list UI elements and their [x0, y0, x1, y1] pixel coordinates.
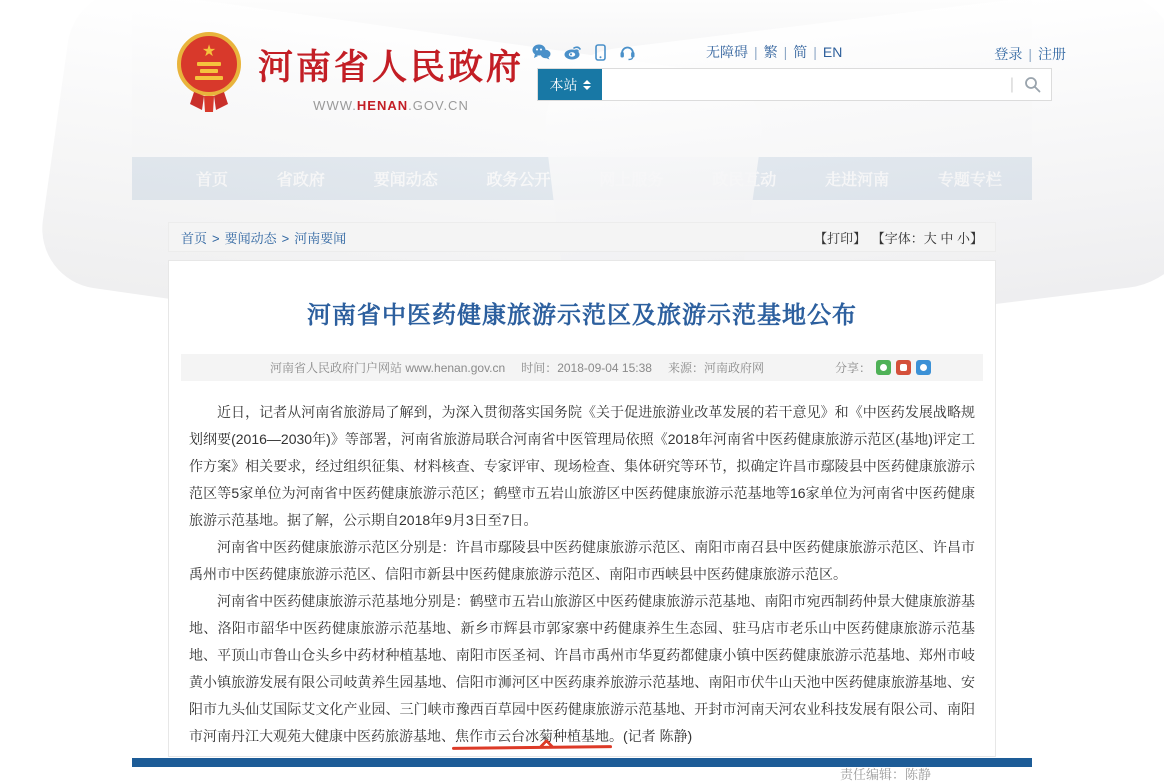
breadcrumb-separator: >: [281, 230, 290, 246]
separator: |: [783, 44, 788, 60]
footer-top-bar: [132, 758, 1032, 767]
article-meta-bar: [181, 354, 983, 381]
qzone-share-icon[interactable]: [916, 360, 931, 375]
article-title: 河南省中医药健康旅游示范区及旅游示范基地公布: [307, 302, 857, 329]
meta-source-site: 河南省人民政府门户网站 www.henan.gov.cn: [270, 361, 506, 375]
site-url-domain: HENAN: [356, 98, 409, 113]
register-link[interactable]: 注册: [1038, 46, 1066, 62]
site-url: [258, 98, 524, 113]
search-icon: [1024, 76, 1041, 93]
site-url-suffix: .GOV.CN: [408, 98, 469, 113]
paragraph-2: 河南省中医药健康旅游示范区分别是：许昌市鄢陵县中医药健康旅游示范区、南阳市南召县中医药健康旅游示范区、许昌市禹州市中医药健康旅游示范区、信阳市新县中医药健康旅游示范区、南阳市西峡县中医药健康旅游示范区。: [189, 539, 975, 582]
search-scope-label: 本站: [549, 76, 578, 93]
national-emblem-icon: [174, 30, 244, 116]
social-icon-row: [532, 44, 636, 61]
meta-time: 时间：2018-09-04 15:38: [521, 361, 652, 375]
paragraph-3-tail: 。(记者 陈静): [609, 728, 693, 744]
header-top-right: [532, 42, 1066, 93]
scope-dropdown-arrows-icon: [583, 80, 591, 90]
red-underline-annotation: 焦作市云台冰菊种植基地: [455, 728, 609, 744]
mobile-icon[interactable]: [595, 44, 606, 61]
search-divider: |: [1009, 75, 1014, 93]
english-link[interactable]: EN: [822, 44, 843, 60]
separator: |: [813, 44, 817, 60]
login-link[interactable]: 登录: [994, 46, 1023, 62]
search-bar: [537, 68, 1052, 101]
breadcrumb: [181, 228, 346, 247]
share-label: 分享：: [834, 361, 871, 375]
simplified-chinese-link[interactable]: 简: [793, 44, 808, 60]
breadcrumb-home[interactable]: 首页: [181, 230, 208, 246]
separator: |: [1028, 46, 1032, 62]
weibo-icon[interactable]: [564, 44, 582, 60]
site-logo[interactable]: [174, 30, 524, 116]
traditional-chinese-link[interactable]: 繁: [763, 44, 778, 60]
search-scope-button[interactable]: [538, 69, 602, 100]
separator: |: [754, 44, 758, 60]
hotline-icon[interactable]: [619, 44, 636, 60]
wechat-icon[interactable]: [532, 44, 551, 60]
auth-links: [994, 44, 1066, 64]
font-size-control[interactable]: 【字体：大 中 小】: [871, 230, 983, 246]
page-tools: [812, 228, 983, 247]
editor-credit: 责任编辑：陈静: [839, 767, 931, 782]
search-button[interactable]: [1024, 69, 1041, 100]
svg-text:★: ★: [201, 43, 217, 60]
accessibility-link[interactable]: 无障碍: [706, 44, 748, 60]
breadcrumb-bar: [168, 222, 996, 252]
brand-text: [258, 30, 524, 113]
article-body: [169, 381, 995, 750]
paragraph-3: [189, 588, 975, 750]
site-url-prefix: WWW.: [313, 98, 357, 113]
print-button[interactable]: 【打印】: [814, 230, 867, 246]
paragraph-3-lead: 河南省中医药健康旅游示范基地分别是：鹤壁市五岩山旅游区中医药健康旅游示范基地、南阳市宛西制药仲景大健康旅游基地、洛阳市韶华中医药健康旅游示范基地、新乡市辉县市郭家寨中药健康养生生态园、驻马店市老乐山中医药健康旅游示范基地、平顶山市鲁山仓头乡中药材种植基地、南阳市医圣祠、许昌市禹州市华夏药都健康小镇中医药健康旅游示范基地、郑州市岐黄小镇旅游发展有限公司岐黄养生园基地、信阳市浉河区中医药康养旅游示范基地、南阳市伏牛山天池中医药健康旅游基地、安阳市九头仙艾国际艾文化产业园、三门峡市豫西百草园中医药健康旅游示范基地、开封市河南天河农业科技发展有限公司、南阳市河南丹江大观苑大健康中医药旅游基地、: [189, 593, 975, 744]
weibo-share-icon[interactable]: [896, 360, 911, 375]
search-input[interactable]: [602, 69, 1010, 100]
breadcrumb-henan-news[interactable]: 河南要闻: [294, 230, 347, 246]
meta-origin: 来源：河南政府网: [667, 361, 764, 375]
wechat-share-icon[interactable]: [876, 360, 891, 375]
share-box: [835, 354, 931, 381]
lang-links: [706, 42, 842, 62]
article-container: [168, 260, 996, 782]
site-header: [132, 0, 1066, 153]
breadcrumb-news[interactable]: 要闻动态: [224, 230, 277, 246]
site-title: 河南省人民政府: [258, 48, 525, 87]
breadcrumb-separator: >: [212, 230, 220, 246]
page: [132, 0, 1066, 782]
paragraph-1: 近日，记者从河南省旅游局了解到，为深入贯彻落实国务院《关于促进旅游业改革发展的若干意见》和《中医药发展战略规划纲要(2016—2030年)》等部署，河南省旅游局联合河南省中医管理局依照《2018年河南省中医药健康旅游示范区(基地)评定工作方案》相关要求，经过组织征集、材料核查、专家评审、现场检查、集体研究等环节，拟确定许昌市鄢陵县中医药健康旅游示范区等5家单位为河南省中医药健康旅游示范区；鹤壁市五岩山旅游区中医药健康旅游示范基地等16家单位为河南省中医药健康旅游示范基地。据了解，公示期自2018年9月3日至7日。: [189, 404, 975, 528]
